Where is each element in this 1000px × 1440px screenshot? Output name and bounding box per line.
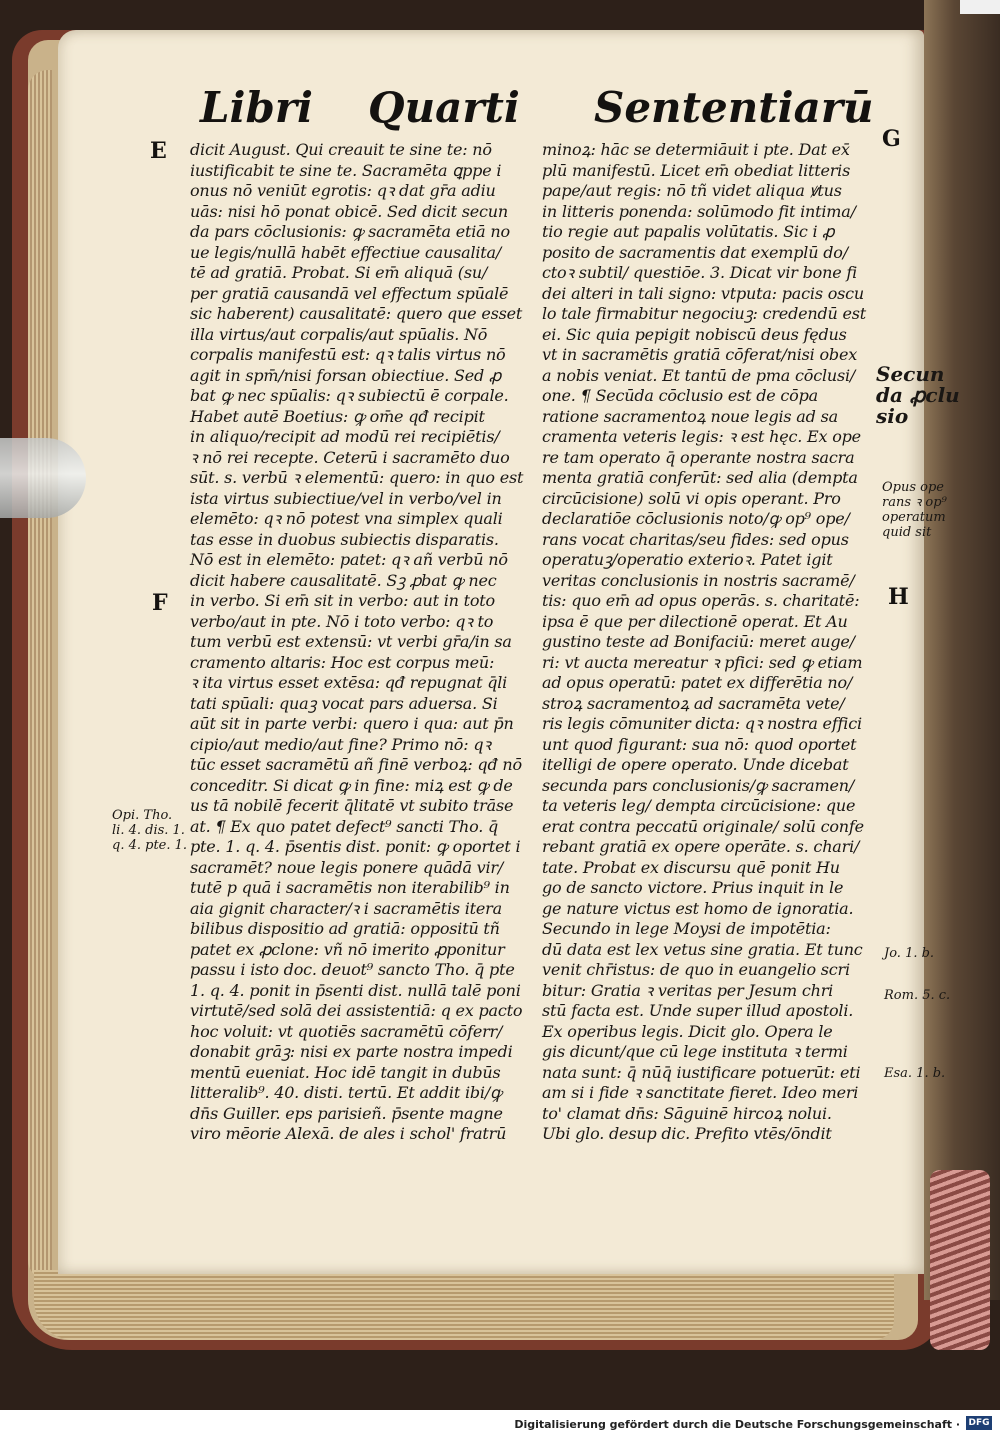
running-head-libri: Libri [200, 83, 313, 132]
text-line: conceditr. Si dicat ꝙ in fine: miꝝ est ꝙ de [190, 775, 513, 795]
text-line: virtutē/sed solā dei assistentiā: q ex pacto [190, 1001, 523, 1020]
book-gutter [924, 0, 1000, 1300]
text-line: one. ¶ Secūda cōclusio est de cōpa [542, 386, 818, 405]
text-line: hoc voluit: vt quotiēs sacramētū cōferr/ [190, 1021, 503, 1041]
text-line: ta veteris leg/ dempta circūcisione: que [542, 796, 856, 815]
footer-bar [0, 1410, 1000, 1440]
text-line: per gratiā causandā vel effectum spūalē [190, 283, 509, 303]
text-line: pte. 1. q. 4. p̄sentis dist. ponit: ꝙ oportet i [190, 837, 521, 856]
margin-note-line: Opi. Tho. [112, 808, 173, 823]
text-line: pape/aut regis: nō tñ videt aliqua ꝟtus [542, 181, 842, 200]
text-line: in litteris ponenda: solūmodo fit intima/ [542, 201, 856, 221]
margin-note-rom: Rom. 5. c. [884, 988, 951, 1003]
text-line: ctoꝛ subtil/ questiōe. 3. Dicat vir bone fi [542, 263, 858, 282]
text-line: agit in spm̄/nisi forsan obiectiue. Sed ꝓ [190, 365, 502, 385]
text-line: declaratiōe cōclusionis noto/ꝙ op⁹ ope/ [542, 509, 850, 528]
text-line: tutē p quā i sacramētis non iterabilib⁹ in [190, 878, 510, 897]
text-line: operatuꝫ/operatio exterioꝛ. Patet igit [542, 550, 833, 569]
text-line: Habet autē Boetius: ꝙ om̄e qđ recipit [190, 406, 485, 426]
text-line: mentū eueniat. Hoc idē tangit in dubūs [190, 1062, 501, 1082]
margin-note-line: quid sit [882, 525, 932, 540]
text-line: menta gratiā conferūt: sed alia (dempta [542, 468, 858, 487]
margin-note-esa: Esa. 1. b. [884, 1066, 946, 1081]
text-line: re tam operato q̄ operante nostra sacra [542, 447, 855, 467]
margin-note-line: sio [876, 404, 909, 428]
text-line: ris legis cōmuniter dicta: qꝛ nostra effici [542, 714, 862, 733]
text-line: unt quod figurant: sua nō: quod oportet [542, 734, 857, 754]
text-line: aia gignit character/ꝛ i sacramētis itera [190, 898, 502, 918]
text-line: tis: quo em̄ ad opus operās. s. charitatē: [542, 591, 860, 610]
section-mark-h: H [888, 584, 909, 610]
page-clip [0, 438, 86, 518]
text-line: tūc esset sacramētū añ finē verboꝝ: qđ nō [190, 755, 522, 774]
text-line: tate. Probat ex discursu quē ponit Hu [542, 857, 840, 877]
text-line: in aliquo/recipit ad modū rei recipiētis/ [190, 427, 500, 446]
text-line: cramento altaris: Hoc est corpus meū: [190, 652, 495, 672]
margin-note-line: q. 4. pte. 1. [112, 838, 188, 853]
text-line: ei. Sic quia pepigit nobiscū deus fędus [542, 324, 847, 344]
text-line: ad opus operatū: patet ex differētia no/ [542, 673, 853, 692]
text-line: viro mēorie Alexā. de ales i schol' fratrū [190, 1124, 507, 1143]
right-column [542, 140, 880, 1145]
text-line: dei alteri in tali signo: vtputa: pacis oscu [542, 283, 865, 303]
text-line: Secundo in lege Moysi de impotētia: [542, 919, 831, 938]
text-line: ꝛ ita virtus esset extēsa: qđ repugnat q̄li [190, 673, 508, 692]
left-column [190, 140, 530, 1145]
footer-credit: Digitalisierung gefördert durch die Deutsche Forschungsgemeinschaft · [514, 1418, 960, 1431]
section-mark-g: G [882, 126, 901, 152]
text-line: stroꝝ sacramentoꝝ ad sacramēta vete/ [542, 693, 845, 713]
text-line: lo tale firmabitur negociuꝫ: credendū est [542, 304, 867, 323]
page-edges-left [28, 70, 52, 1280]
margin-note-line: rans ꝛ op⁹ [882, 495, 947, 510]
text-line: posito de sacramentis dat exemplū do/ [542, 242, 848, 262]
text-line: tio regie aut papalis volūtatis. Sic i ꝓ [542, 222, 835, 241]
text-line: plū manifestū. Licet em̄ obediat litteris [542, 160, 851, 180]
text-line: aūt sit in parte verbi: quero i qua: aut p̄n [190, 714, 514, 733]
text-line: itelligi de opere operato. Unde dicebat [542, 755, 849, 774]
text-line: uās: nisi hō ponat obicē. Sed dicit secun [190, 201, 508, 221]
text-line: patet ex ꝓclone: vñ nō imerito ꝓponitur [190, 939, 505, 959]
text-line: go de sancto victore. Prius inquit in le [542, 878, 844, 897]
text-line: bilibus dispositio ad gratiā: oppositū tñ [190, 919, 500, 938]
text-line: rans vocat charitas/seu fides: sed opus [542, 529, 849, 549]
dfg-logo: DFG [966, 1416, 992, 1430]
text-line: sacramēt? noue legis ponere quādā vir/ [190, 857, 504, 877]
running-head-sententiarum: Sententiarū [594, 83, 874, 132]
text-line: verbo/aut in pte. Nō i toto verbo: qꝛ to [190, 611, 494, 631]
section-mark-e: E [150, 138, 167, 164]
text-line: circūcisione) solū vi opis operant. Pro [542, 488, 841, 508]
text-line: ge nature victus est homo de ignoratia. [542, 898, 854, 918]
text-line: illa virtus/aut corpalis/aut spūalis. Nō [190, 324, 488, 344]
text-line: 1. q. 4. ponit in p̄senti dist. nullā talē poni [190, 980, 521, 1000]
section-mark-f: F [152, 590, 168, 616]
text-line: in verbo. Si em̄ sit in verbo: aut in toto [190, 591, 495, 610]
text-line: rebant gratiā ex opere operāte. s. chari/ [542, 837, 860, 856]
text-line: us tā nobilē fecerit q̄litatē vt subito trāse [190, 796, 514, 815]
text-line: elemēto: qꝛ nō potest vna simplex quali [190, 509, 503, 528]
margin-note-opus-operans [882, 480, 947, 540]
text-line: erat contra peccatū originale/ solū confe [542, 816, 864, 836]
page-edges-bottom [34, 1270, 894, 1340]
text-line: cipio/aut medio/aut fine? Primo nō: qꝛ [190, 734, 491, 754]
text-line: vt in sacramētis gratiā cōferat/nisi obex [542, 345, 858, 364]
text-line: ipsa ē que per dilectionē operat. Et Au [542, 611, 848, 631]
text-line: gustino teste ad Bonifaciū: meret auge/ [542, 632, 855, 651]
margin-note-line: operatum [882, 510, 946, 525]
text-line: dū data est lex vetus sine gratia. Et tunc [542, 939, 863, 959]
margin-note-opi-tho [112, 808, 187, 853]
text-line: dicit habere causalitatē. Sꝫ ꝓbat ꝙ nec [190, 570, 497, 590]
text-line: dn̄s Guiller. eps parisieñ. p̄sente magne [190, 1103, 503, 1123]
margin-note-jo: Jo. 1. b. [884, 946, 935, 961]
text-line: ratione sacramentoꝝ noue legis ad sa [542, 406, 838, 426]
text-line: sic haberent) causalitatē: quero que esset [190, 304, 523, 323]
margin-note-line: da ꝓclu [876, 383, 960, 407]
text-line: sūt. s. verbū ꝛ elementū: quero: in quo est [190, 468, 524, 487]
text-line: da pars cōclusionis: ꝙ sacramēta etiā no [190, 222, 510, 241]
text-line: Ubi glo. desup dic. Prefito vtēs/ōndit [542, 1124, 832, 1143]
margin-note-line: Secun [876, 362, 945, 386]
text-line: iustificabit te sine te. Sacramēta ꝗppe i [190, 160, 502, 180]
text-line: donabit grāꝫ: nisi ex parte nostra impedi [190, 1042, 513, 1061]
text-line: bitur: Gratia ꝛ veritas per Jesum chri [542, 980, 834, 1000]
text-line: gis dicunt/que cū lege instituta ꝛ termi [542, 1042, 848, 1061]
spine-thread [930, 1170, 990, 1350]
text-line: passu i isto doc. deuot⁹ sancto Tho. q̄ pte [190, 960, 515, 979]
gutter-top [960, 0, 1000, 14]
text-line: dicit August. Qui creauit te sine te: nō [190, 140, 492, 159]
text-line: litteralib⁹. 40. disti. tertū. Et addit ibi/ꝙ [190, 1083, 502, 1102]
text-line: bat ꝙ nec spūalis: qꝛ subiectū ē corpale. [190, 386, 509, 405]
text-line: venit chr̄istus: de quo in euangelio scri [542, 960, 850, 979]
text-line: tum verbū est extensū: vt verbi gr̄a/in sa [190, 632, 512, 651]
text-line: ista virtus subiectiue/vel in verbo/vel in [190, 488, 502, 508]
text-line: Ex operibus legis. Dicit glo. Opera le [542, 1021, 833, 1041]
text-line: minoꝝ: hāc se determiāuit i pte. Dat ex̄ [542, 140, 850, 159]
text-line: stū facta est. Unde super illud apostoli. [542, 1001, 854, 1020]
text-line: am si i fide ꝛ sanctitate fieret. Ideo meri [542, 1083, 859, 1102]
text-line: tas esse in duobus subiectis disparatis. [190, 529, 499, 549]
text-line: to' clamat dn̄s: Sāguinē hircoꝝ nolui. [542, 1103, 832, 1123]
text-line: at. ¶ Ex quo patet defect⁹ sancti Tho. q̄ [190, 816, 499, 836]
margin-note-line: Opus ope [882, 480, 944, 495]
text-line: ue legis/nullā habēt effectiue causalita/ [190, 242, 502, 262]
text-line: secunda pars conclusionis/ꝙ sacramen/ [542, 775, 855, 795]
text-line: a nobis veniat. Et tantū de pma cōclusi/ [542, 365, 856, 385]
text-line: cramenta veteris legis: ꝛ est hęc. Ex ope [542, 427, 861, 446]
margin-note-line: li. 4. dis. 1. [112, 823, 185, 838]
text-line: nata sunt: q̄ nūq̄ iustificare potuerūt: eti [542, 1062, 861, 1082]
text-line: ꝛ nō rei recepte. Ceterū i sacramēto duo [190, 447, 510, 467]
text-line: ri: vt aucta mereatur ꝛ pfici: sed ꝙ etiam [542, 652, 863, 672]
text-line: veritas conclusionis in nostris sacramē/ [542, 570, 855, 590]
text-line: onus nō veniūt egrotis: qꝛ dat gr̄a adiu [190, 181, 496, 200]
text-line: Nō est in elemēto: patet: qꝛ añ verbū nō [190, 550, 508, 569]
text-line: corpalis manifestū est: qꝛ talis virtus nō [190, 345, 506, 364]
text-line: tati spūali: quaꝫ vocat pars aduersa. Si [190, 693, 498, 713]
margin-note-secunda-conclusio [876, 364, 960, 427]
running-head-quarti: Quarti [368, 83, 520, 132]
text-line: tē ad gratiā. Probat. Si em̄ aliquā (su/ [190, 263, 488, 282]
